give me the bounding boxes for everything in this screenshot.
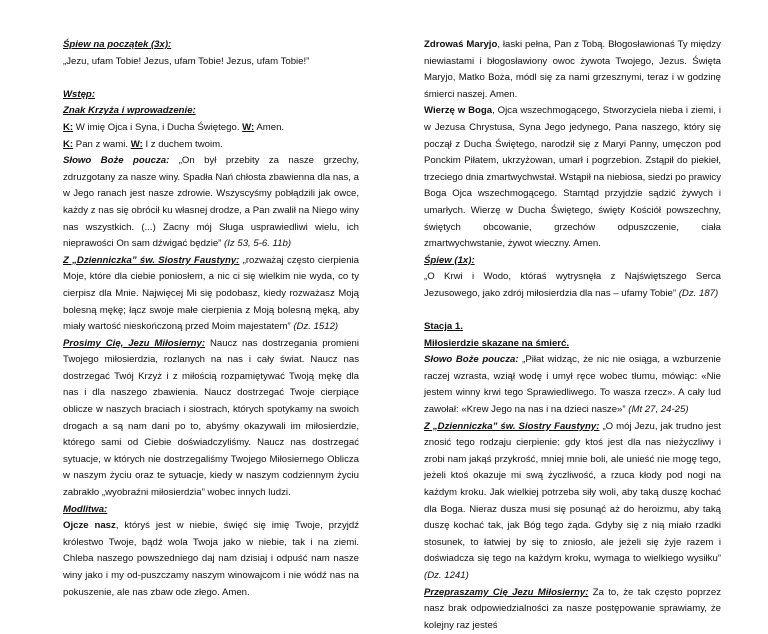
hail-mary-paragraph xyxy=(424,37,721,103)
dialogue-line-1 xyxy=(63,120,359,137)
right-column xyxy=(424,37,721,634)
our-father-label: Ojcze nasz xyxy=(63,520,116,532)
word2-text: „Piłat widząc, że nic nie osiąga, a wzburzenie raczej wzrasta, wziął wodę i umył ręce wobec tłumu, mówiąc: «Nie jestem winny krwi tego Sprawiedliwego. To wasza rzecz». A cały lud zawołał: «Krew Jego na nas i na dzieci nasze»” xyxy=(424,354,721,416)
word-paragraph xyxy=(63,153,359,253)
diary-reference: (Dz. 1512) xyxy=(290,321,339,333)
song2-text: „O Krwi i Wodo, któraś wytrysnęła z Najświętszego Serca Jezusowego, jako zdrój miłosierdzia dla nas – ufamy Tobie” xyxy=(424,271,721,299)
spacer xyxy=(424,303,721,320)
word-label: Słowo Boże poucza: xyxy=(63,155,170,167)
pray-paragraph xyxy=(63,336,359,502)
diary2-label: Z „Dzienniczka” św. Siostry Faustyny: xyxy=(424,420,600,432)
word-reference: (Iz 53, 5-6. 11b) xyxy=(221,238,292,250)
diary2-paragraph xyxy=(424,419,721,585)
diary2-text: „O mój Jezu, jak trudno jest znosić tego rodzaju cierpienie: gdy ktoś jest dla nas nieżyczliwy i zrobi nam jakąś przykrość, mniej mnie boli, ale unieść nie mogę tego, jeżeli ktoś okazuje mi swą życzliwość, a rzuca kłody pod nogi na każdym kroku. Jak wielkiej potrzeba siły woli, aby taką duszę kochać dla Boga. Nieraz dusza musi się posunąć aż do heroizmu, aby taką duszę kochać tak, jak Bóg tego żąda. Gdyby się z nią miało rzadki stosunek, to łatwiej by się to zniosło, ale jeżeli się żyje razem i doświadcza się tego na każdym kroku, wymaga to wielkiego wysiłku” xyxy=(424,420,722,565)
hail-mary-text: , łaski pełna, Pan z Tobą. Błogosławionaś Ty między niewiastami i błogosławiony owoc żywota Twojego, Jezus. Święta Maryjo, Matko Boża, módl się za nami grzesznymi, teraz i w godzinę śmierci naszej. Amen. xyxy=(424,39,721,100)
k1-text: W imię Ojca i Syna, i Ducha Świętego. xyxy=(73,121,243,133)
our-father-paragraph xyxy=(63,518,359,601)
w1-text: Amen. xyxy=(254,121,285,133)
w1-label: W: xyxy=(242,121,255,133)
k2-label: K: xyxy=(63,138,74,150)
sorry-text: Za to, że tak często poprzez nasz brak odpowiedzialności za nasze postępowanie sprawiamy, że kolejny raz jesteś xyxy=(424,586,721,631)
k2-text: Pan z wami. xyxy=(73,138,131,150)
song-heading: Śpiew na początek (3x): xyxy=(63,39,172,50)
creed-label: Wierzę w Boga xyxy=(424,105,493,117)
diary-label: Z „Dzienniczka” św. Siostry Faustyny: xyxy=(63,254,240,266)
diary-paragraph xyxy=(63,253,359,336)
word2-label: Słowo Boże poucza: xyxy=(424,354,519,366)
hail-mary-label: Zdrowaś Maryjo xyxy=(424,39,498,50)
k1-label: K: xyxy=(63,121,74,133)
sorry-label: Przepraszamy Cię Jezu Miłosierny: xyxy=(424,586,589,598)
diary2-reference: (Dz. 1241) xyxy=(424,570,469,581)
pray-text: Naucz nas dostrzegania promieni Twojego miłosierdzia, rozlanych na nas i cały świat. Naucz nas dostrzegać Twój Krzyż i z miłością rozpamiętywać Twoją mękę dla nas i dla naszego zbawienia. Naucz dostrzegać Twoje cierpiące oblicze w naszych braciach i siostrach, których spotykamy na swoich drogach a są nam dani po to, abyśmy okazywali im miłosierdzie, którego sami od Ciebie doświadczyliśmy. Naucz nas dostrzegać sytuacje, w których nie dostrzegaliśmy Twojego Miłosiernego Oblicza w naszym życiu oraz te sytuacje, kiedy w naszym codziennym życiu zabrakło „wyobraźni miłosierdzia” wobec innych ludzi. xyxy=(63,337,359,499)
prayer-heading: Modlitwa: xyxy=(63,503,108,515)
station-title: Stacja 1. xyxy=(424,321,463,333)
word-text: „On był przebity za nasze grzechy, zdruzgotany za nasze winy. Spadła Nań chłosta zbawienna dla nas, a w Jego ranach jest nasze zdrowie. Wszyscyśmy pobłądzili jak owce, każdy z nas się obrócił ku własnej drodze, a Pan zwalił na Niego winy nas wszystkich. (...) Zacny mój Sługa usprawiedliwi wielu, ich nieprawości On sam dźwigać będzie” xyxy=(63,155,359,250)
sorry-paragraph xyxy=(424,585,721,634)
our-father-text: , któryś jest w niebie, święć się imię Twoje, przyjdź królestwo Twoje, bądź wola Twoja jako w niebie, tak i na ziemi. Chleba naszego powszedniego daj nam dzisiaj i odpuść nam nasze winy jako i my od-puszczamy naszym winowajcom i nie wódź nas na pokuszenie, ale nas zbaw ode złego. Amen. xyxy=(63,520,360,598)
word2-reference: (Mt 27, 24-25) xyxy=(625,404,689,416)
word2-paragraph xyxy=(424,352,721,418)
station-subtitle: Miłosierdzie skazane na śmierć. xyxy=(424,337,570,349)
dialogue-line-2 xyxy=(63,137,359,154)
song2-reference: (Dz. 187) xyxy=(676,287,719,299)
left-column xyxy=(63,37,359,601)
creed-text: , Ojca wszechmogącego, Stworzyciela nieba i ziemi, i w Jezusa Chrystusa, Syna Jego jedynego, Pana naszego, który się począł z Ducha Świętego, narodził się z Maryi Panny, umęczon pod Ponckim Piłatem, ukrzyżowan, umarł i pogrzebion. Zstąpił do piekieł, trzeciego dnia zmartwychwstał. Wstąpił na niebiosa, siedzi po prawicy Boga Ojca wszechmogącego. Stamtąd przyjdzie sądzić żywych i umarłych. Wierzę w Ducha Świętego, święty Kościół powszechny, świętych obcowanie, grzechów odpuszczenie, ciała zmartwychwstanie, żywot wieczny. Amen. xyxy=(424,105,721,250)
w2-text: I z duchem twoim. xyxy=(142,138,223,150)
song2-paragraph xyxy=(424,269,721,302)
spacer xyxy=(63,70,359,87)
creed-paragraph xyxy=(424,103,721,252)
pray-label: Prosimy Cię, Jezu Miłosierny: xyxy=(63,337,206,349)
intro-heading: Wstęp: xyxy=(63,88,95,100)
sign-heading: Znak Krzyża i wprowadzenie: xyxy=(63,105,196,117)
diary-text: „rozważaj często cierpienia Moje, które dla ciebie poniosłem, a nic ci się wielkim nie wyda, co ty cierpisz dla Mnie. Najwięcej Mi się podobasz, kiedy rozważasz Moją bolesną mękę; łącz swoje małe cierpienia z Moją bolesną męką, aby miały wartość nieskończoną przed Moim majestatem” xyxy=(63,254,360,333)
w2-label: W: xyxy=(130,138,143,150)
song-text: „Jezu, ufam Tobie! Jezus, ufam Tobie! Jezus, ufam Tobie!” xyxy=(63,55,310,67)
song2-heading: Śpiew (1x): xyxy=(424,254,475,266)
